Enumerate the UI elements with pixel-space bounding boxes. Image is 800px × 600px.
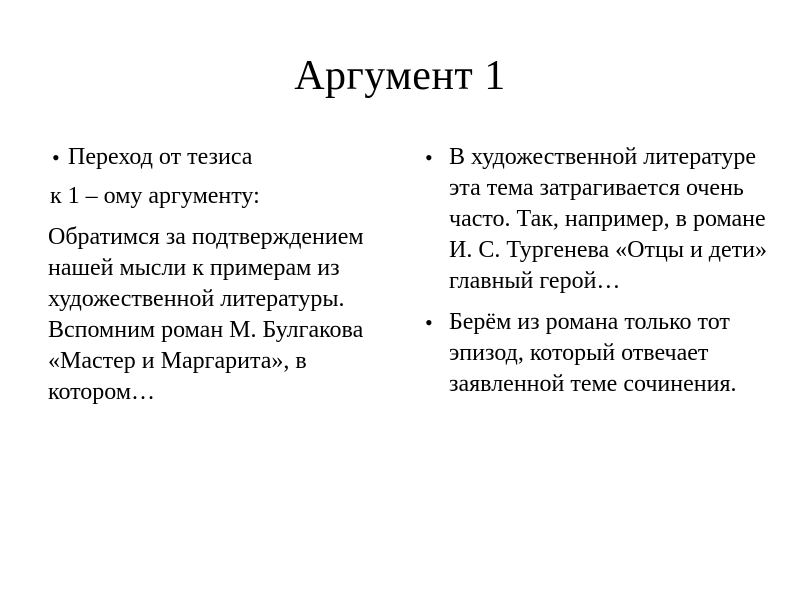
bullet-dot-icon: • bbox=[425, 310, 433, 335]
bullet-dot-icon: • bbox=[52, 145, 60, 170]
left-bullet-text: Переход от тезиса bbox=[68, 144, 253, 170]
left-paragraph: Обратимся за подтверждением нашей мысли к примерам из художественной литературы. Вспомним роман М. Булгакова «Мастер и Маргарита», в котором… bbox=[48, 224, 364, 405]
left-column bbox=[40, 142, 380, 408]
left-bullet-continuation: к 1 – ому аргументу: bbox=[50, 183, 260, 209]
right-column bbox=[425, 142, 775, 400]
bullet-dot-icon: • bbox=[425, 145, 433, 170]
left-bullet bbox=[40, 142, 380, 173]
right-bullet-2 bbox=[425, 307, 775, 400]
slide-title: Аргумент 1 bbox=[294, 53, 506, 99]
right-bullet-1 bbox=[425, 142, 775, 297]
right-bullet-1-text: В художественной литературе эта тема затрагивается очень часто. Так, например, в романе И. С. Тургенева «Отцы и дети» главный герой… bbox=[449, 144, 767, 294]
right-bullet-2-text: Берём из романа только тот эпизод, который отвечает заявленной теме сочинения. bbox=[449, 309, 737, 397]
